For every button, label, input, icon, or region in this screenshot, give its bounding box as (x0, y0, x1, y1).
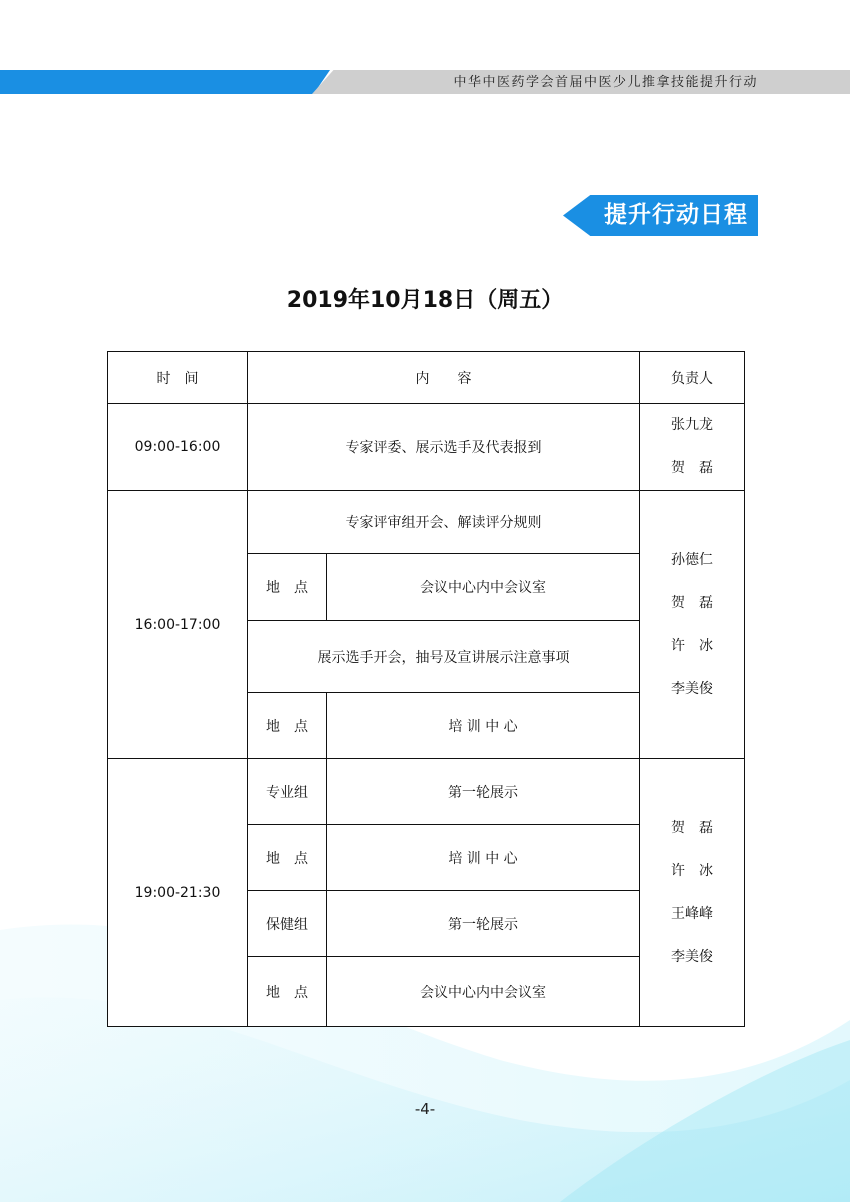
content-cell: 专家评审组开会、解读评分规则 (248, 491, 640, 554)
schedule-table (107, 351, 745, 1027)
responsible-name: 贺 磊 (671, 460, 713, 476)
location-label: 地 点 (248, 554, 327, 621)
header-accent-bar (0, 70, 330, 94)
responsible-name: 李美俊 (671, 680, 713, 697)
time-cell: 09:00-16:00 (108, 404, 248, 491)
responsible-cell (640, 491, 745, 759)
header-title: 中华中医药学会首届中医少儿推拿技能提升行动 (453, 75, 758, 90)
time-cell: 19:00-21:30 (108, 759, 248, 1027)
location-value: 培 训 中 心 (327, 693, 640, 759)
header-time: 时 间 (108, 352, 248, 404)
table-row (108, 491, 745, 554)
table-row (108, 404, 745, 491)
responsible-name: 张九龙 (671, 417, 713, 433)
schedule-date-title: 2019年10月18日（周五） (286, 288, 564, 313)
content-cell: 专家评委、展示选手及代表报到 (248, 404, 640, 491)
responsible-name: 孙德仁 (671, 551, 713, 568)
table-row (108, 759, 745, 825)
content-cell: 展示选手开会，抽号及宣讲展示注意事项 (248, 621, 640, 693)
responsible-name: 贺 磊 (671, 594, 713, 611)
responsible-cell (640, 404, 745, 491)
location-value: 会议中心内中会议室 (327, 957, 640, 1027)
location-label: 地 点 (248, 957, 327, 1027)
responsible-name: 贺 磊 (671, 819, 713, 836)
responsible-name: 许 冰 (671, 862, 713, 879)
location-value: 会议中心内中会议室 (327, 554, 640, 621)
time-cell: 16:00-17:00 (108, 491, 248, 759)
responsible-name: 李美俊 (671, 948, 713, 965)
group-label: 专业组 (248, 759, 327, 825)
responsible-name: 王峰峰 (671, 905, 713, 922)
responsible-name: 许 冰 (671, 637, 713, 654)
location-label: 地 点 (248, 693, 327, 759)
location-label: 地 点 (248, 825, 327, 891)
section-tag-label: 提升行动日程 (604, 202, 748, 228)
responsible-cell (640, 759, 745, 1027)
page-number: -4- (414, 1100, 436, 1118)
table-header-row (108, 352, 745, 404)
header-responsible: 负责人 (640, 352, 745, 404)
location-value: 培 训 中 心 (327, 825, 640, 891)
group-content: 第一轮展示 (327, 759, 640, 825)
group-label: 保健组 (248, 891, 327, 957)
group-content: 第一轮展示 (327, 891, 640, 957)
header-content: 内 容 (248, 352, 640, 404)
